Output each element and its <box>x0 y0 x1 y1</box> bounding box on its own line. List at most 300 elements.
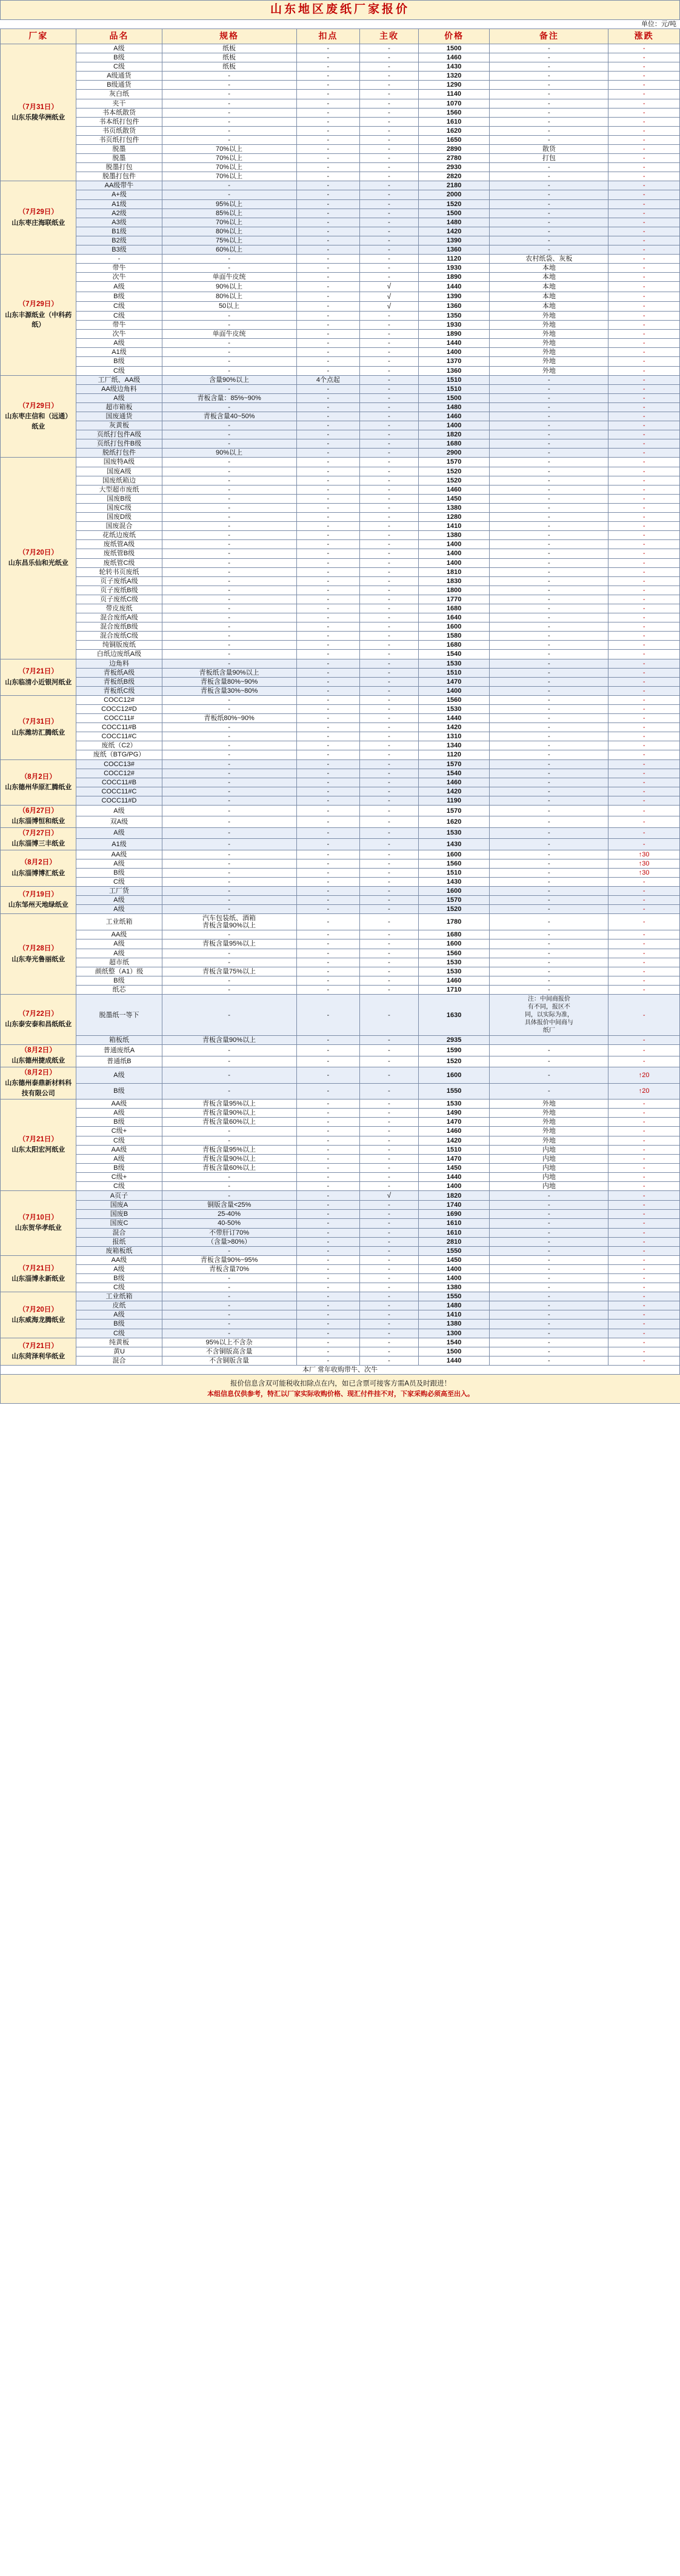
remark-cell: - <box>490 117 608 126</box>
table-row <box>1 172 680 181</box>
price-cell: 1380 <box>418 531 490 540</box>
spec-cell: 单面牛皮统 <box>162 330 296 339</box>
change-cell: - <box>608 1301 680 1310</box>
main-collect-cell: √ <box>360 301 419 311</box>
table-row <box>1 163 680 172</box>
factory-date: （6月27日） <box>18 807 58 815</box>
change-cell: - <box>608 522 680 531</box>
spec-cell: 青板含量90%以上 <box>162 1109 296 1118</box>
product-cell: 工厂货 <box>76 886 162 895</box>
remark-cell: - <box>490 686 608 695</box>
unit-label: 单位：元/吨 <box>0 20 680 28</box>
spec-cell: 青板含量：85%~90% <box>162 393 296 402</box>
main-collect-cell: - <box>360 1154 419 1163</box>
deduction-cell: - <box>296 44 360 53</box>
deduction-cell: - <box>296 292 360 301</box>
spec-cell: - <box>162 1067 296 1083</box>
spec-cell: 75%以上 <box>162 236 296 245</box>
main-collect-cell: - <box>360 540 419 549</box>
change-cell: - <box>608 806 680 816</box>
factory-name: 山东乐陵华洲纸业 <box>12 114 65 122</box>
change-cell: - <box>608 1292 680 1301</box>
price-cell: 1460 <box>418 53 490 62</box>
price-cell: 1820 <box>418 430 490 439</box>
deduction-cell: - <box>296 859 360 868</box>
remark-cell: - <box>490 439 608 449</box>
deduction-cell: - <box>296 1329 360 1338</box>
spec-cell: 纸板 <box>162 44 296 53</box>
product-cell: 书页纸打包件 <box>76 135 162 144</box>
change-cell: - <box>608 1045 680 1056</box>
table-row <box>1 641 680 650</box>
product-cell: C级+ <box>76 1172 162 1181</box>
remark-cell: - <box>490 494 608 503</box>
deduction-cell: - <box>296 1163 360 1172</box>
spec-cell: - <box>162 859 296 868</box>
product-cell: 次牛 <box>76 273 162 282</box>
change-cell: - <box>608 163 680 172</box>
product-cell: AA级边角料 <box>76 384 162 393</box>
deduction-cell: - <box>296 366 360 375</box>
change-cell: - <box>608 827 680 838</box>
deduction-cell: - <box>296 1255 360 1264</box>
factory-cell <box>1 806 76 828</box>
price-cell: 1420 <box>418 1136 490 1145</box>
main-collect-cell: - <box>360 796 419 805</box>
price-cell: 1340 <box>418 741 490 750</box>
price-cell: 1530 <box>418 705 490 714</box>
main-collect-cell: - <box>360 827 419 838</box>
deduction-cell: - <box>296 650 360 659</box>
main-collect-cell: - <box>360 1320 419 1329</box>
product-cell: C级 <box>76 1136 162 1145</box>
remark-cell: - <box>490 930 608 939</box>
table-row <box>1 126 680 135</box>
spec-cell: - <box>162 1056 296 1067</box>
remark-cell: - <box>490 668 608 677</box>
main-collect-cell: - <box>360 1099 419 1109</box>
main-collect-cell: - <box>360 1274 419 1283</box>
main-collect-cell: - <box>360 741 419 750</box>
remark-cell: 外地 <box>490 1118 608 1127</box>
remark-cell: - <box>490 705 608 714</box>
remark-cell: - <box>490 850 608 859</box>
product-cell: A级 <box>76 1109 162 1118</box>
price-cell: 1320 <box>418 72 490 81</box>
main-collect-cell: - <box>360 1292 419 1301</box>
main-collect-cell: - <box>360 868 419 877</box>
product-cell: A级 <box>76 905 162 914</box>
last-note: 本厂 常年收购带牛、次牛 <box>1 1365 680 1374</box>
main-collect-cell: - <box>360 330 419 339</box>
price-cell: 1430 <box>418 877 490 886</box>
main-collect-cell: √ <box>360 292 419 301</box>
remark-cell: - <box>490 209 608 218</box>
spec-cell: - <box>162 494 296 503</box>
spec-cell: - <box>162 732 296 741</box>
remark-cell: - <box>490 827 608 838</box>
remark-cell: - <box>490 430 608 439</box>
product-cell: 带皮废纸 <box>76 604 162 613</box>
spec-cell: - <box>162 476 296 485</box>
factory-date: （7月21日） <box>18 1136 58 1144</box>
spec-cell: - <box>162 1172 296 1181</box>
table-row <box>1 1246 680 1255</box>
product-cell: AA级 <box>76 1099 162 1109</box>
change-cell: - <box>608 282 680 292</box>
table-row <box>1 430 680 439</box>
change-cell: - <box>608 476 680 485</box>
remark-cell: - <box>490 1255 608 1264</box>
change-cell: - <box>608 1338 680 1347</box>
change-cell: - <box>608 513 680 522</box>
change-cell: - <box>608 458 680 467</box>
table-row <box>1 311 680 320</box>
product-cell: 脱纸打包件 <box>76 449 162 458</box>
table-row <box>1 1109 680 1118</box>
price-cell: 2890 <box>418 145 490 154</box>
remark-cell: 外地 <box>490 330 608 339</box>
change-cell: - <box>608 467 680 476</box>
product-cell: B1级 <box>76 227 162 236</box>
product-cell: AA级带牛 <box>76 181 162 190</box>
table-row <box>1 1191 680 1201</box>
factory-date: （7月19日） <box>18 891 58 899</box>
price-cell: 1540 <box>418 1338 490 1347</box>
factory-date: （7月27日） <box>18 829 58 837</box>
product-cell: 混合废纸C级 <box>76 632 162 641</box>
spec-cell: - <box>162 81 296 90</box>
price-cell: 1580 <box>418 632 490 641</box>
deduction-cell: - <box>296 958 360 967</box>
spec-cell: - <box>162 622 296 632</box>
deduction-cell: - <box>296 769 360 778</box>
price-cell: 1540 <box>418 650 490 659</box>
spec-cell: - <box>162 930 296 939</box>
remark-cell: 内地 <box>490 1154 608 1163</box>
spec-cell: - <box>162 650 296 659</box>
remark-cell: - <box>490 877 608 886</box>
price-cell: 1680 <box>418 641 490 650</box>
main-collect-cell: - <box>360 1109 419 1118</box>
price-cell: 1590 <box>418 1045 490 1056</box>
price-cell: 1400 <box>418 1181 490 1190</box>
product-cell: 国废C级 <box>76 503 162 512</box>
deduction-cell: - <box>296 81 360 90</box>
main-collect-cell: - <box>360 949 419 958</box>
change-cell: - <box>608 1310 680 1320</box>
spec-cell: - <box>162 126 296 135</box>
col-deduction: 扣点 <box>296 28 360 44</box>
price-cell: 2000 <box>418 190 490 199</box>
deduction-cell: - <box>296 806 360 816</box>
deduction-cell: - <box>296 135 360 144</box>
remark-cell: - <box>490 839 608 850</box>
remark-cell: - <box>490 641 608 650</box>
spec-cell: - <box>162 741 296 750</box>
main-collect-cell: √ <box>360 282 419 292</box>
factory-cell <box>1 995 76 1045</box>
table-row <box>1 1347 680 1356</box>
product-cell: A1级 <box>76 839 162 850</box>
main-collect-cell: - <box>360 905 419 914</box>
product-cell: A级 <box>76 949 162 958</box>
change-cell: - <box>608 384 680 393</box>
product-cell: AA级 <box>76 850 162 859</box>
change-cell: - <box>608 787 680 796</box>
product-cell: C级 <box>76 877 162 886</box>
price-cell: 1560 <box>418 695 490 704</box>
deduction-cell: - <box>296 1347 360 1356</box>
change-cell: - <box>608 586 680 595</box>
spec-cell: 不含铜版含量 <box>162 1356 296 1365</box>
product-cell: 双A级 <box>76 816 162 827</box>
main-collect-cell: - <box>360 458 419 467</box>
change-cell: - <box>608 677 680 686</box>
spec-cell: - <box>162 985 296 994</box>
price-cell: 1450 <box>418 1255 490 1264</box>
factory-date: （7月29日） <box>18 402 58 410</box>
price-cell: 1600 <box>418 850 490 859</box>
main-collect-cell: - <box>360 154 419 163</box>
main-collect-cell: - <box>360 236 419 245</box>
last-note-row <box>1 1365 680 1374</box>
main-collect-cell: - <box>360 641 419 650</box>
spec-cell: - <box>162 750 296 759</box>
main-collect-cell: - <box>360 1301 419 1310</box>
remark-cell: - <box>490 1201 608 1210</box>
deduction-cell: - <box>296 1045 360 1056</box>
product-cell: - <box>76 255 162 264</box>
spec-cell: 40-50% <box>162 1219 296 1228</box>
main-collect-cell: - <box>360 1145 419 1154</box>
change-cell: - <box>608 930 680 939</box>
main-collect-cell: - <box>360 1356 419 1365</box>
price-table <box>0 0 680 20</box>
change-cell: - <box>608 273 680 282</box>
spec-cell: 青板含量75%以上 <box>162 967 296 976</box>
product-cell: 工业纸箱 <box>76 914 162 930</box>
deduction-cell: - <box>296 1228 360 1237</box>
change-cell: - <box>608 430 680 439</box>
price-cell: 1560 <box>418 859 490 868</box>
main-collect-cell: - <box>360 549 419 558</box>
product-cell: 青板纸B级 <box>76 677 162 686</box>
change-cell: - <box>608 99 680 108</box>
factory-cell <box>1 1191 76 1256</box>
remark-cell: - <box>490 750 608 759</box>
table-row <box>1 549 680 558</box>
deduction-cell: - <box>296 72 360 81</box>
change-cell: - <box>608 958 680 967</box>
remark-cell: - <box>490 939 608 949</box>
remark-cell: - <box>490 1219 608 1228</box>
product-cell: B级 <box>76 1118 162 1127</box>
factory-cell <box>1 695 76 759</box>
table-row <box>1 236 680 245</box>
table-row <box>1 245 680 255</box>
factory-cell <box>1 827 76 850</box>
product-cell: 带牛 <box>76 264 162 273</box>
spec-cell: - <box>162 905 296 914</box>
deduction-cell: - <box>296 787 360 796</box>
price-cell: 1360 <box>418 245 490 255</box>
remark-cell: - <box>490 540 608 549</box>
change-cell: - <box>608 62 680 72</box>
product-cell: COCC11#C <box>76 787 162 796</box>
table-row <box>1 806 680 816</box>
price-cell: 1470 <box>418 1154 490 1163</box>
change-cell: - <box>608 311 680 320</box>
deduction-cell: - <box>296 181 360 190</box>
main-collect-cell: - <box>360 896 419 905</box>
price-cell: 1460 <box>418 976 490 985</box>
main-collect-cell: - <box>360 1181 419 1190</box>
remark-cell: - <box>490 787 608 796</box>
deduction-cell: - <box>296 458 360 467</box>
change-cell: - <box>608 759 680 769</box>
remark-cell: - <box>490 1338 608 1347</box>
deduction-cell: - <box>296 172 360 181</box>
product-cell: 国废特A级 <box>76 458 162 467</box>
spec-cell: - <box>162 839 296 850</box>
spec-cell: - <box>162 264 296 273</box>
remark-cell: - <box>490 1228 608 1237</box>
deduction-cell: - <box>296 567 360 576</box>
price-cell: 1380 <box>418 1283 490 1292</box>
deduction-cell: - <box>296 1301 360 1310</box>
price-cell: 2180 <box>418 181 490 190</box>
table-row <box>1 1056 680 1067</box>
table-row <box>1 108 680 117</box>
remark-cell: - <box>490 567 608 576</box>
product-cell: B级 <box>76 292 162 301</box>
table-row <box>1 282 680 292</box>
table-row <box>1 1083 680 1099</box>
factory-date: （8月2日） <box>20 1047 56 1055</box>
deduction-cell: - <box>296 622 360 632</box>
table-row <box>1 995 680 1036</box>
deduction-cell: - <box>296 99 360 108</box>
price-cell: 1140 <box>418 90 490 99</box>
remark-cell: 本地 <box>490 264 608 273</box>
deduction-cell: - <box>296 53 360 62</box>
deduction-cell: - <box>296 1292 360 1301</box>
table-row <box>1 513 680 522</box>
spec-cell: - <box>162 850 296 859</box>
deduction-cell: - <box>296 1356 360 1365</box>
table-row <box>1 53 680 62</box>
product-cell: 边角料 <box>76 659 162 668</box>
deduction-cell: - <box>296 199 360 209</box>
table-row <box>1 604 680 613</box>
unit-row-table <box>0 20 680 28</box>
product-cell: A级 <box>76 859 162 868</box>
main-collect-cell: - <box>360 81 419 90</box>
table-row <box>1 145 680 154</box>
main-collect-cell: - <box>360 384 419 393</box>
main-collect-cell: - <box>360 632 419 641</box>
price-cell: 1620 <box>418 816 490 827</box>
price-cell: 1460 <box>418 485 490 494</box>
main-collect-cell: - <box>360 44 419 53</box>
change-cell: - <box>608 839 680 850</box>
remark-cell: - <box>490 126 608 135</box>
product-cell: 国废混合 <box>76 522 162 531</box>
change-cell: - <box>608 190 680 199</box>
product-cell: COCC12# <box>76 769 162 778</box>
table-row <box>1 976 680 985</box>
change-cell: - <box>608 1255 680 1264</box>
remark-cell: - <box>490 467 608 476</box>
factory-cell <box>1 44 76 181</box>
spec-cell: 青板含量70% <box>162 1264 296 1273</box>
change-cell: - <box>608 622 680 632</box>
remark-cell: - <box>490 1210 608 1219</box>
price-cell: 2935 <box>418 1036 490 1045</box>
remark-cell: - <box>490 806 608 816</box>
spec-cell: - <box>162 255 296 264</box>
price-cell: 1500 <box>418 209 490 218</box>
spec-cell: - <box>162 1191 296 1201</box>
table-row <box>1 1067 680 1083</box>
table-row <box>1 914 680 930</box>
price-cell: 1680 <box>418 930 490 939</box>
deduction-cell: - <box>296 705 360 714</box>
deduction-cell: - <box>296 796 360 805</box>
spec-cell: - <box>162 531 296 540</box>
product-cell: 废箱板纸 <box>76 1246 162 1255</box>
product-cell: 报纸 <box>76 1237 162 1246</box>
remark-cell: 外地 <box>490 1109 608 1118</box>
spec-cell: - <box>162 778 296 787</box>
product-cell: 脱墨 <box>76 154 162 163</box>
table-row <box>1 723 680 732</box>
price-cell: 1890 <box>418 330 490 339</box>
price-cell: 1690 <box>418 1210 490 1219</box>
change-cell: - <box>608 53 680 62</box>
table-row <box>1 787 680 796</box>
price-cell: 1450 <box>418 1163 490 1172</box>
table-row <box>1 827 680 838</box>
spec-cell: 纸板 <box>162 62 296 72</box>
remark-cell: - <box>490 1347 608 1356</box>
remark-cell: - <box>490 44 608 53</box>
price-cell: 1520 <box>418 199 490 209</box>
main-collect-cell: - <box>360 1036 419 1045</box>
spec-cell: 60%以上 <box>162 245 296 255</box>
deduction-cell: - <box>296 255 360 264</box>
table-row <box>1 1210 680 1219</box>
deduction-cell: - <box>296 439 360 449</box>
table-row <box>1 705 680 714</box>
main-collect-cell: - <box>360 1210 419 1219</box>
main-collect-cell: - <box>360 778 419 787</box>
deduction-cell: - <box>296 886 360 895</box>
change-cell: - <box>608 449 680 458</box>
main-collect-cell: - <box>360 53 419 62</box>
remark-cell: 本地 <box>490 273 608 282</box>
factory-date: （7月31日） <box>18 103 58 111</box>
price-cell: 1510 <box>418 1145 490 1154</box>
price-cell: 1770 <box>418 595 490 604</box>
remark-cell: - <box>490 172 608 181</box>
deduction-cell: - <box>296 985 360 994</box>
main-collect-cell: - <box>360 439 419 449</box>
deduction-cell: - <box>296 632 360 641</box>
product-cell: 混合废纸B级 <box>76 622 162 632</box>
table-row <box>1 209 680 218</box>
